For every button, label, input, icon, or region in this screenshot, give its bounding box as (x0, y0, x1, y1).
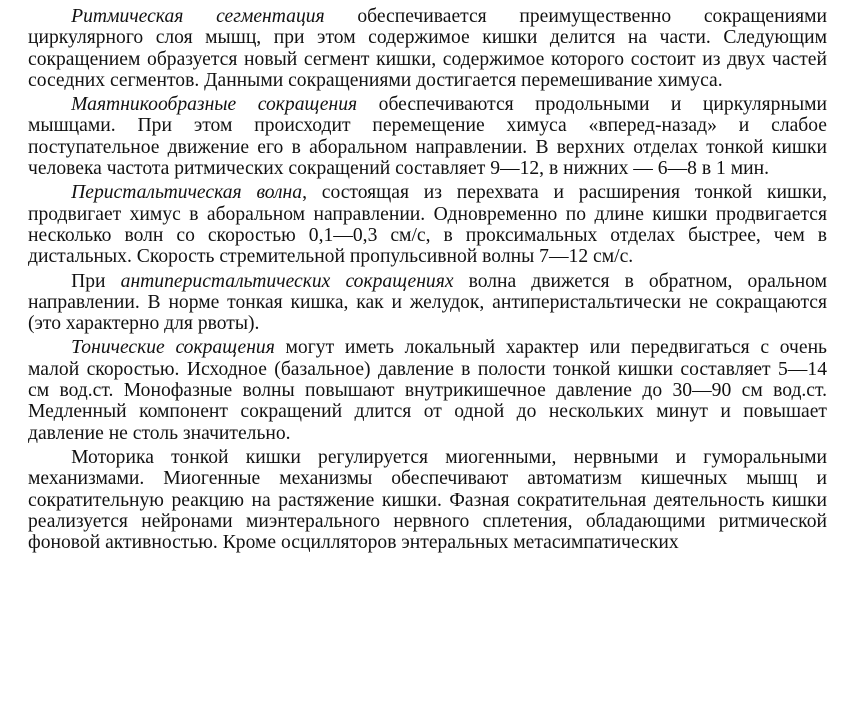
paragraph-text: обеспечиваются продольными и циркулярными мышцами. При этом происходит перемещение химуса «вперед-назад» и слабое поступательное движение его в аборальном направлении. В верхних отделах тонкой кишки человека частота ритмических сокращений составляет 9—12, в нижних — 6—8 в 1 мин. (28, 94, 827, 180)
paragraph-peristaltic-wave (28, 182, 827, 267)
paragraph-text: волна движется в обратном, оральном направлении. В норме тонкая кишка, как и желудок, антиперистальтически не сокращаются (это характерно для рвоты). (28, 270, 828, 335)
paragraph-text: обеспечивается преимущественно сокращениями циркулярного слоя мышц, при этом содержимое кишки делится на части. Следующим сокращением образуется новый сегмент кишки, содержимое которого состоит из двух частей соседних сегментов. Данными сокращениями достигается перемешивание химуса. (28, 6, 827, 91)
italic-term: Маятникообразные сокращения (71, 94, 358, 116)
italic-term: антиперистальтических сокращениях (120, 270, 454, 292)
paragraph-pendular-contractions (28, 94, 827, 179)
paragraph-tonic-contractions (28, 337, 827, 443)
paragraph-text: могут иметь локальный характер или передвигаться с очень малой скоростью. Исходное (базальное) давление в полости тонкой кишки составляет 5—14 см вод.ст. Монофазные волны повышают внутрикишечное давление до 30—90 см вод.ст. Медленный компонент сокращений длится от одной до нескольких минут и повышает давление не столь значительно. (28, 337, 827, 444)
paragraph-text: Моторика тонкой кишки регулируется миогенными, нервными и гуморальными механизмами. Миогенные механизмы обеспечивают автоматизм кишечных мышц и сократительную реакцию на растяжение кишки. Фазная сократительная деятельность кишки реализуется нейронами миэнтерального нервного сплетения, обладающими ритмической фоновой активностью. Кроме осцилляторов энтеральных метасимпатических (28, 446, 827, 554)
italic-term: Перистальтическая волна (71, 182, 303, 204)
italic-term: Тонические сокращения (71, 337, 275, 359)
paragraph-antiperistaltic (28, 271, 827, 335)
paragraph-rhythmic-segmentation (28, 6, 827, 91)
italic-term: Ритмическая сегментация (71, 6, 325, 27)
paragraph-text: , состоящая из перехвата и расширения тонкой кишки, продвигает химус в аборальном направлении. Одновременно по длине кишки продвигается несколько волн со скоростью 0,1—0,3 см/с, в проксимальных отделах быстрее, чем в дистальных. Скорость стремительной пропульсивной волны 7—12 см/с. (28, 182, 827, 268)
paragraph-motility-regulation (28, 447, 827, 553)
paragraph-lead: При (71, 270, 121, 292)
